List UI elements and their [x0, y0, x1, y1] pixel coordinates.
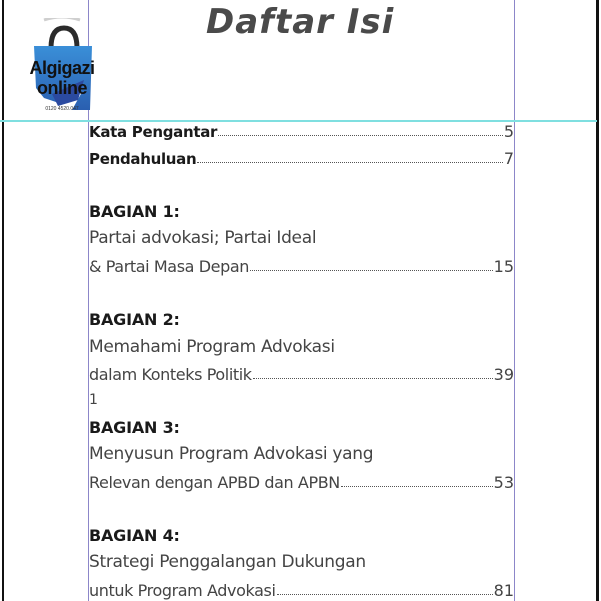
toc-entry-bagian-4[interactable]: [89, 578, 514, 600]
logo-phone: 0120 4520.047: [45, 106, 79, 112]
dot-leader: [277, 594, 493, 595]
toc-page-number: 53: [493, 473, 514, 492]
toc-entry-label: untuk Program Advokasi: [89, 581, 276, 600]
toc-entry-label: dalam Konteks Politik: [89, 365, 252, 384]
store-logo: [22, 18, 102, 118]
stray-overflow-text: 1: [89, 392, 98, 408]
margin-guide-right[interactable]: [514, 0, 515, 601]
dot-leader: [250, 270, 493, 271]
dot-leader: [341, 486, 493, 487]
section-title-line: Menyusun Program Advokasi yang: [89, 444, 374, 464]
section-title-line: Strategi Penggalangan Dukungan: [89, 552, 366, 572]
logo-name-line2: online: [37, 78, 87, 98]
section-heading: BAGIAN 1:: [89, 202, 180, 221]
toc-page-number: 39: [493, 365, 514, 384]
page-title: Daftar Isi: [206, 2, 395, 42]
section-heading: BAGIAN 3:: [89, 418, 180, 437]
dot-leader: [218, 135, 503, 136]
page-border-right: [596, 0, 599, 601]
section-heading: BAGIAN 2:: [89, 310, 180, 329]
page-border-left: [2, 0, 4, 601]
logo-name-line1: Algigazi: [29, 58, 95, 78]
toc-entry-label: Pendahuluan: [89, 150, 197, 168]
toc-page-number: 5: [503, 122, 514, 141]
toc-entry-bagian-3[interactable]: [89, 470, 514, 492]
dot-leader: [253, 378, 493, 379]
toc-entry-label: Relevan dengan APBD dan APBN: [89, 473, 340, 492]
toc-page-number: 81: [493, 581, 514, 600]
toc-page-number: 15: [493, 257, 514, 276]
toc-entry-bagian-2[interactable]: [89, 362, 514, 384]
toc-entry-label: & Partai Masa Depan: [89, 257, 249, 276]
section-title-line: Partai advokasi; Partai Ideal: [89, 228, 317, 248]
section-heading: BAGIAN 4:: [89, 526, 180, 545]
toc-page-number: 7: [503, 149, 514, 168]
toc-entry-pendahuluan[interactable]: [89, 146, 514, 168]
toc-entry-label: Kata Pengantar: [89, 123, 218, 141]
toc-entry-bagian-1[interactable]: [89, 254, 514, 276]
toc-entry-kata-pengantar[interactable]: [89, 119, 514, 141]
dot-leader: [197, 162, 502, 163]
section-title-line: Memahami Program Advokasi: [89, 337, 335, 357]
